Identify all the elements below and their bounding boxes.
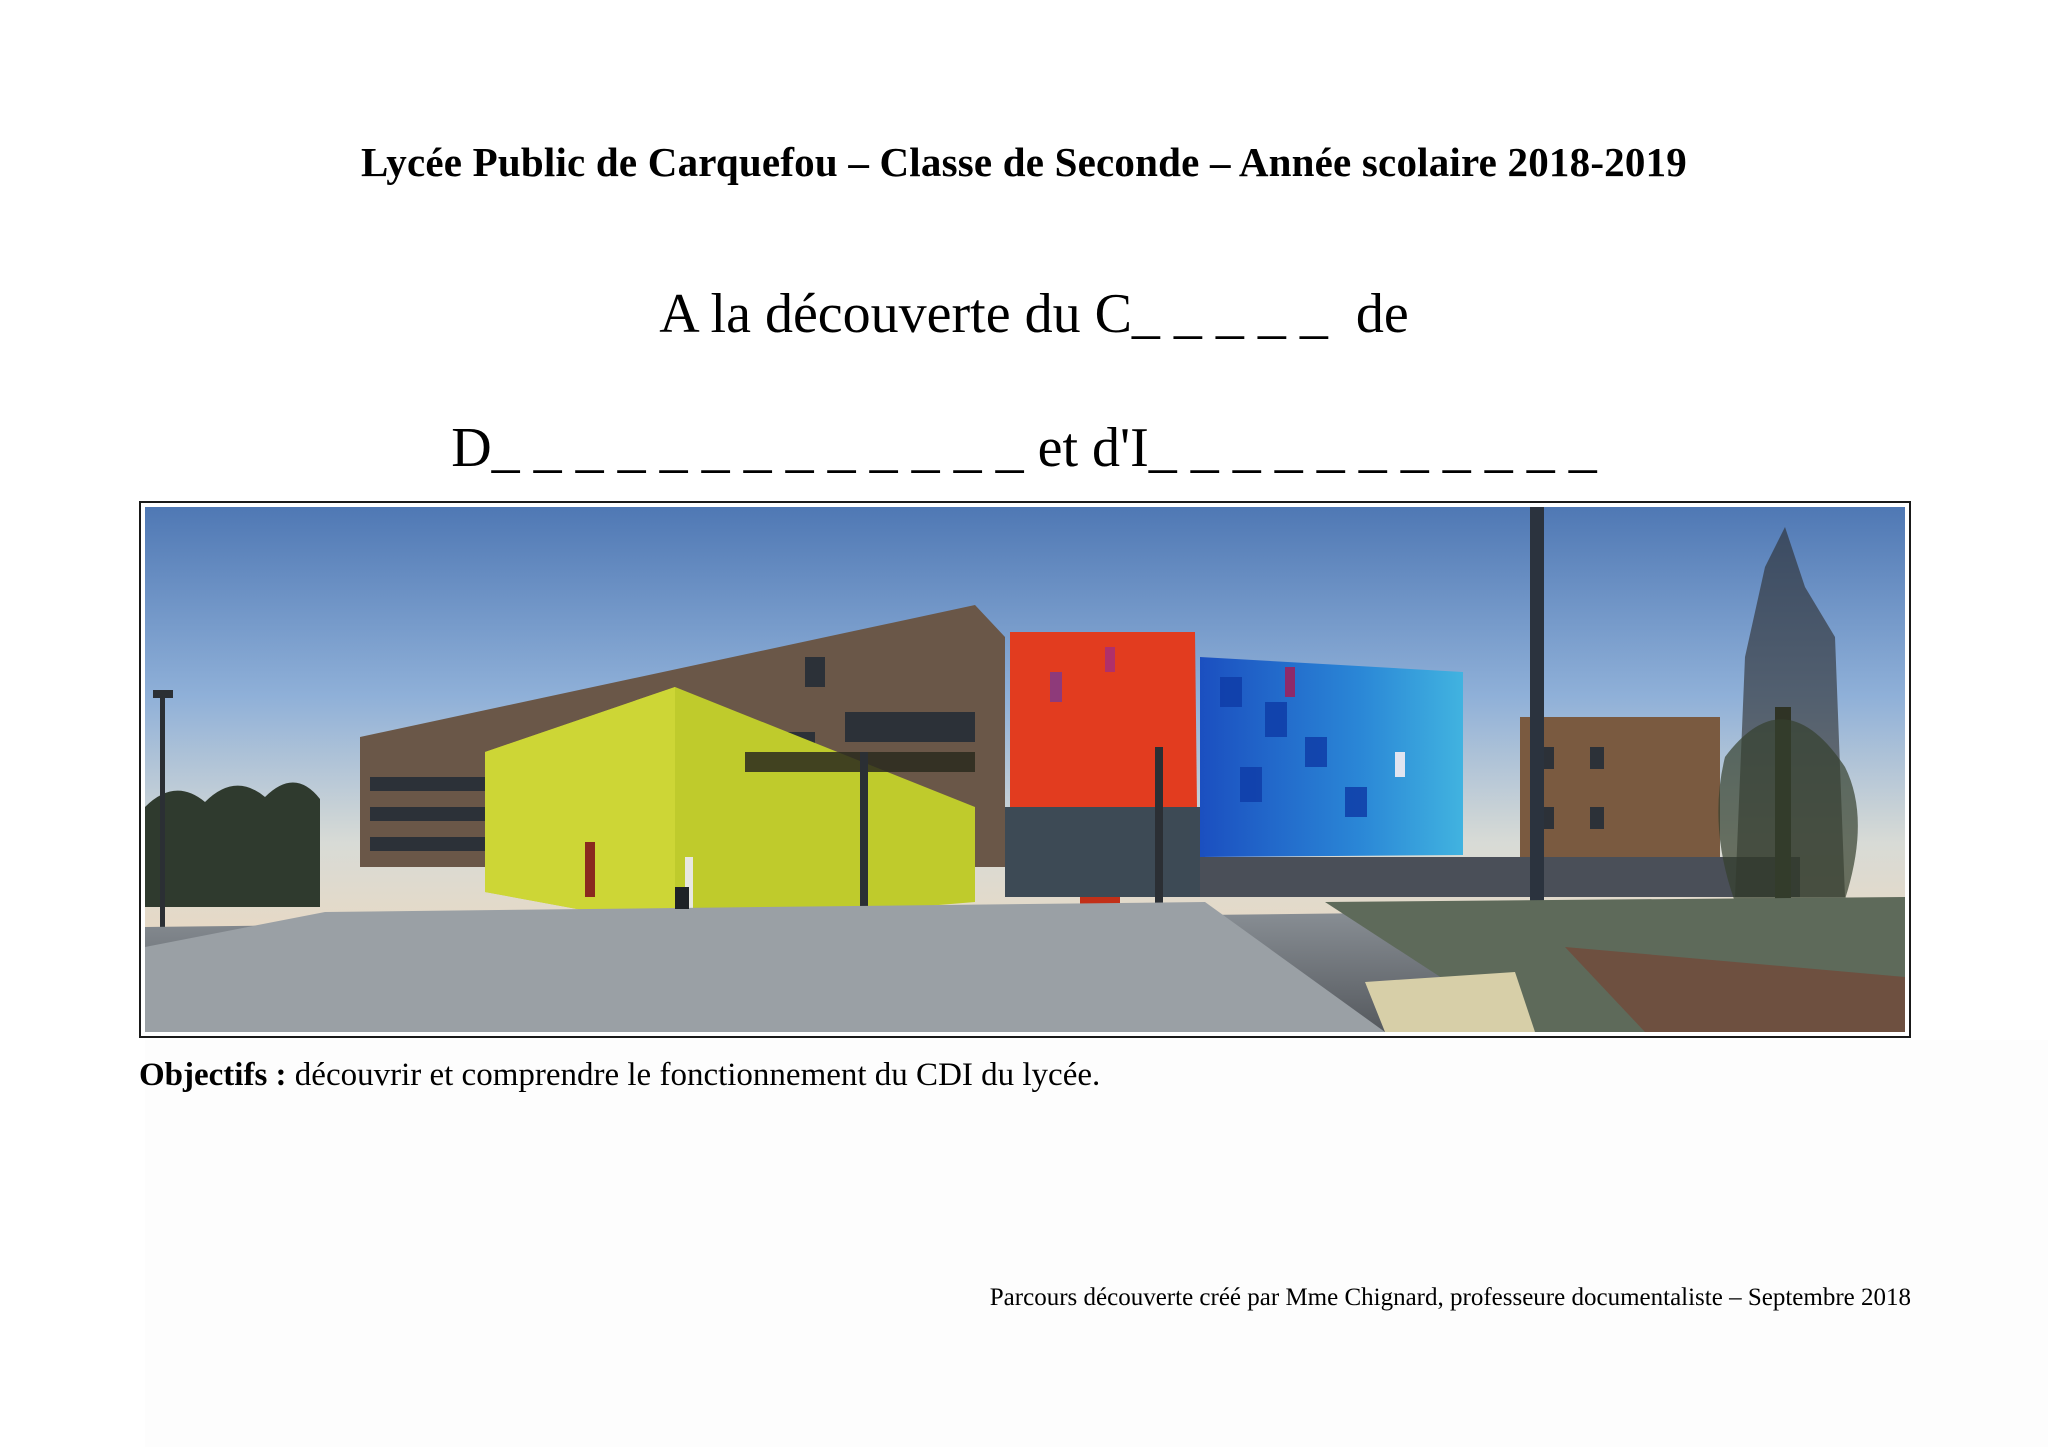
main-title-line-2: D_ _ _ _ _ _ _ _ _ _ _ _ _ et d'I_ _ _ _ _ _ _ _ _ _ _ (451, 417, 1597, 479)
footer-credit: Parcours découverte créé par Mme Chignard, professeure documentaliste – Septembre 2018 (989, 1284, 1911, 1311)
objectives-label: Objectifs : (139, 1057, 287, 1093)
main-title-line-1: A la découverte du C_ _ _ _ _ de (659, 283, 1409, 345)
school-building-photo (145, 507, 1905, 1032)
photo-frame (139, 501, 1911, 1038)
objectives-paragraph (139, 1057, 1100, 1094)
objectives-text: découvrir et comprendre le fonctionnement du CDI du lycée. (286, 1057, 1101, 1093)
page-background (145, 1040, 2048, 1447)
document-header: Lycée Public de Carquefou – Classe de Seconde – Année scolaire 2018-2019 (361, 139, 1687, 185)
